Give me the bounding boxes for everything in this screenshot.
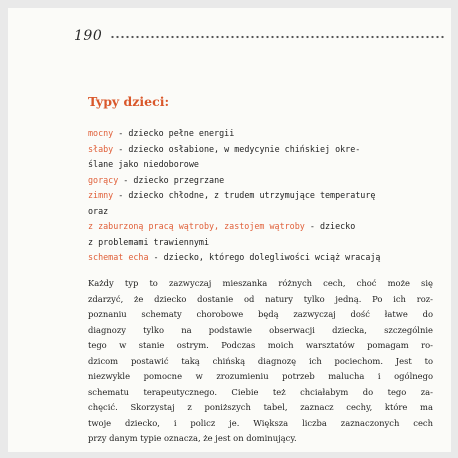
type-name: zimny xyxy=(88,190,114,200)
section-title: Typy dzieci: xyxy=(88,94,170,109)
type-name: mocny xyxy=(88,128,114,138)
body-line: dzicom postawić taką chińską diagnozę ich pociechom. Jest to xyxy=(88,355,433,366)
type-description: - dziecko osłabione, w medycynie chińskiej okre- xyxy=(113,143,361,154)
type-description: - dziecko xyxy=(304,221,356,231)
type-item-goracy xyxy=(88,173,433,189)
body-line: chęcić. Skorzystaj z poniższych tabel, zaznacz cechy, które ma xyxy=(88,402,433,412)
body-line: schematu terapeutycznego. Ciebie też chciałabym do tego za- xyxy=(88,386,433,397)
type-name: schemat echa xyxy=(88,252,149,262)
type-name: z zaburzoną pracą wątroby, zastojem wątroby xyxy=(88,221,305,231)
type-description-continued: oraz xyxy=(88,205,109,216)
type-description: - dziecko pełne energii xyxy=(113,128,235,138)
body-line: przy danym typie oznacza, że jest on dominujący. xyxy=(88,433,297,443)
type-description: - dziecko, którego dolegliwości wciąż wracają xyxy=(148,252,381,262)
dotted-rule xyxy=(110,35,446,39)
body-line: zdarzyć, że dziecko dostanie od natury tylko jedną. Po ich roz- xyxy=(88,293,433,304)
type-description-continued: ślane jako niedoborowe xyxy=(88,159,199,169)
type-item-watroba xyxy=(88,219,433,235)
type-name: gorący xyxy=(88,174,119,185)
type-description-continued: z problemami trawiennymi xyxy=(88,236,210,247)
body-line: twoje dziecko, i policz je. Większa liczba zaznaczonych cech xyxy=(88,417,433,428)
page-number: 190 xyxy=(74,28,103,44)
type-item-zimny xyxy=(88,188,433,204)
child-types-list xyxy=(88,126,433,266)
body-line: diagnozy tylko na podstawie obserwacji dziecka, szczególnie xyxy=(88,324,433,335)
type-description: - dziecko chłodne, z trudem utrzymujące temperaturę xyxy=(113,190,376,200)
type-item-mocny xyxy=(88,126,433,142)
type-item-slaby xyxy=(88,142,433,158)
body-line: poznaniu schematy chorobowe będą zazwyczaj dość łatwe do xyxy=(88,309,433,319)
type-name: słaby xyxy=(88,143,114,154)
page-header xyxy=(74,27,446,45)
body-line: Każdy typ to zazwyczaj mieszanka różnych cech, choć może się xyxy=(88,278,433,288)
book-page xyxy=(8,8,451,452)
type-item-schemat-echa xyxy=(88,250,433,266)
type-description: - dziecko przegrzane xyxy=(118,174,225,185)
body-line: niezwykle pomocne w zrozumieniu potrzeb malucha i ogólnego xyxy=(88,371,433,381)
body-paragraph xyxy=(88,276,433,447)
body-line: tego w stanie ostrym. Podczas moich warsztatów pomagam ro- xyxy=(88,340,433,350)
